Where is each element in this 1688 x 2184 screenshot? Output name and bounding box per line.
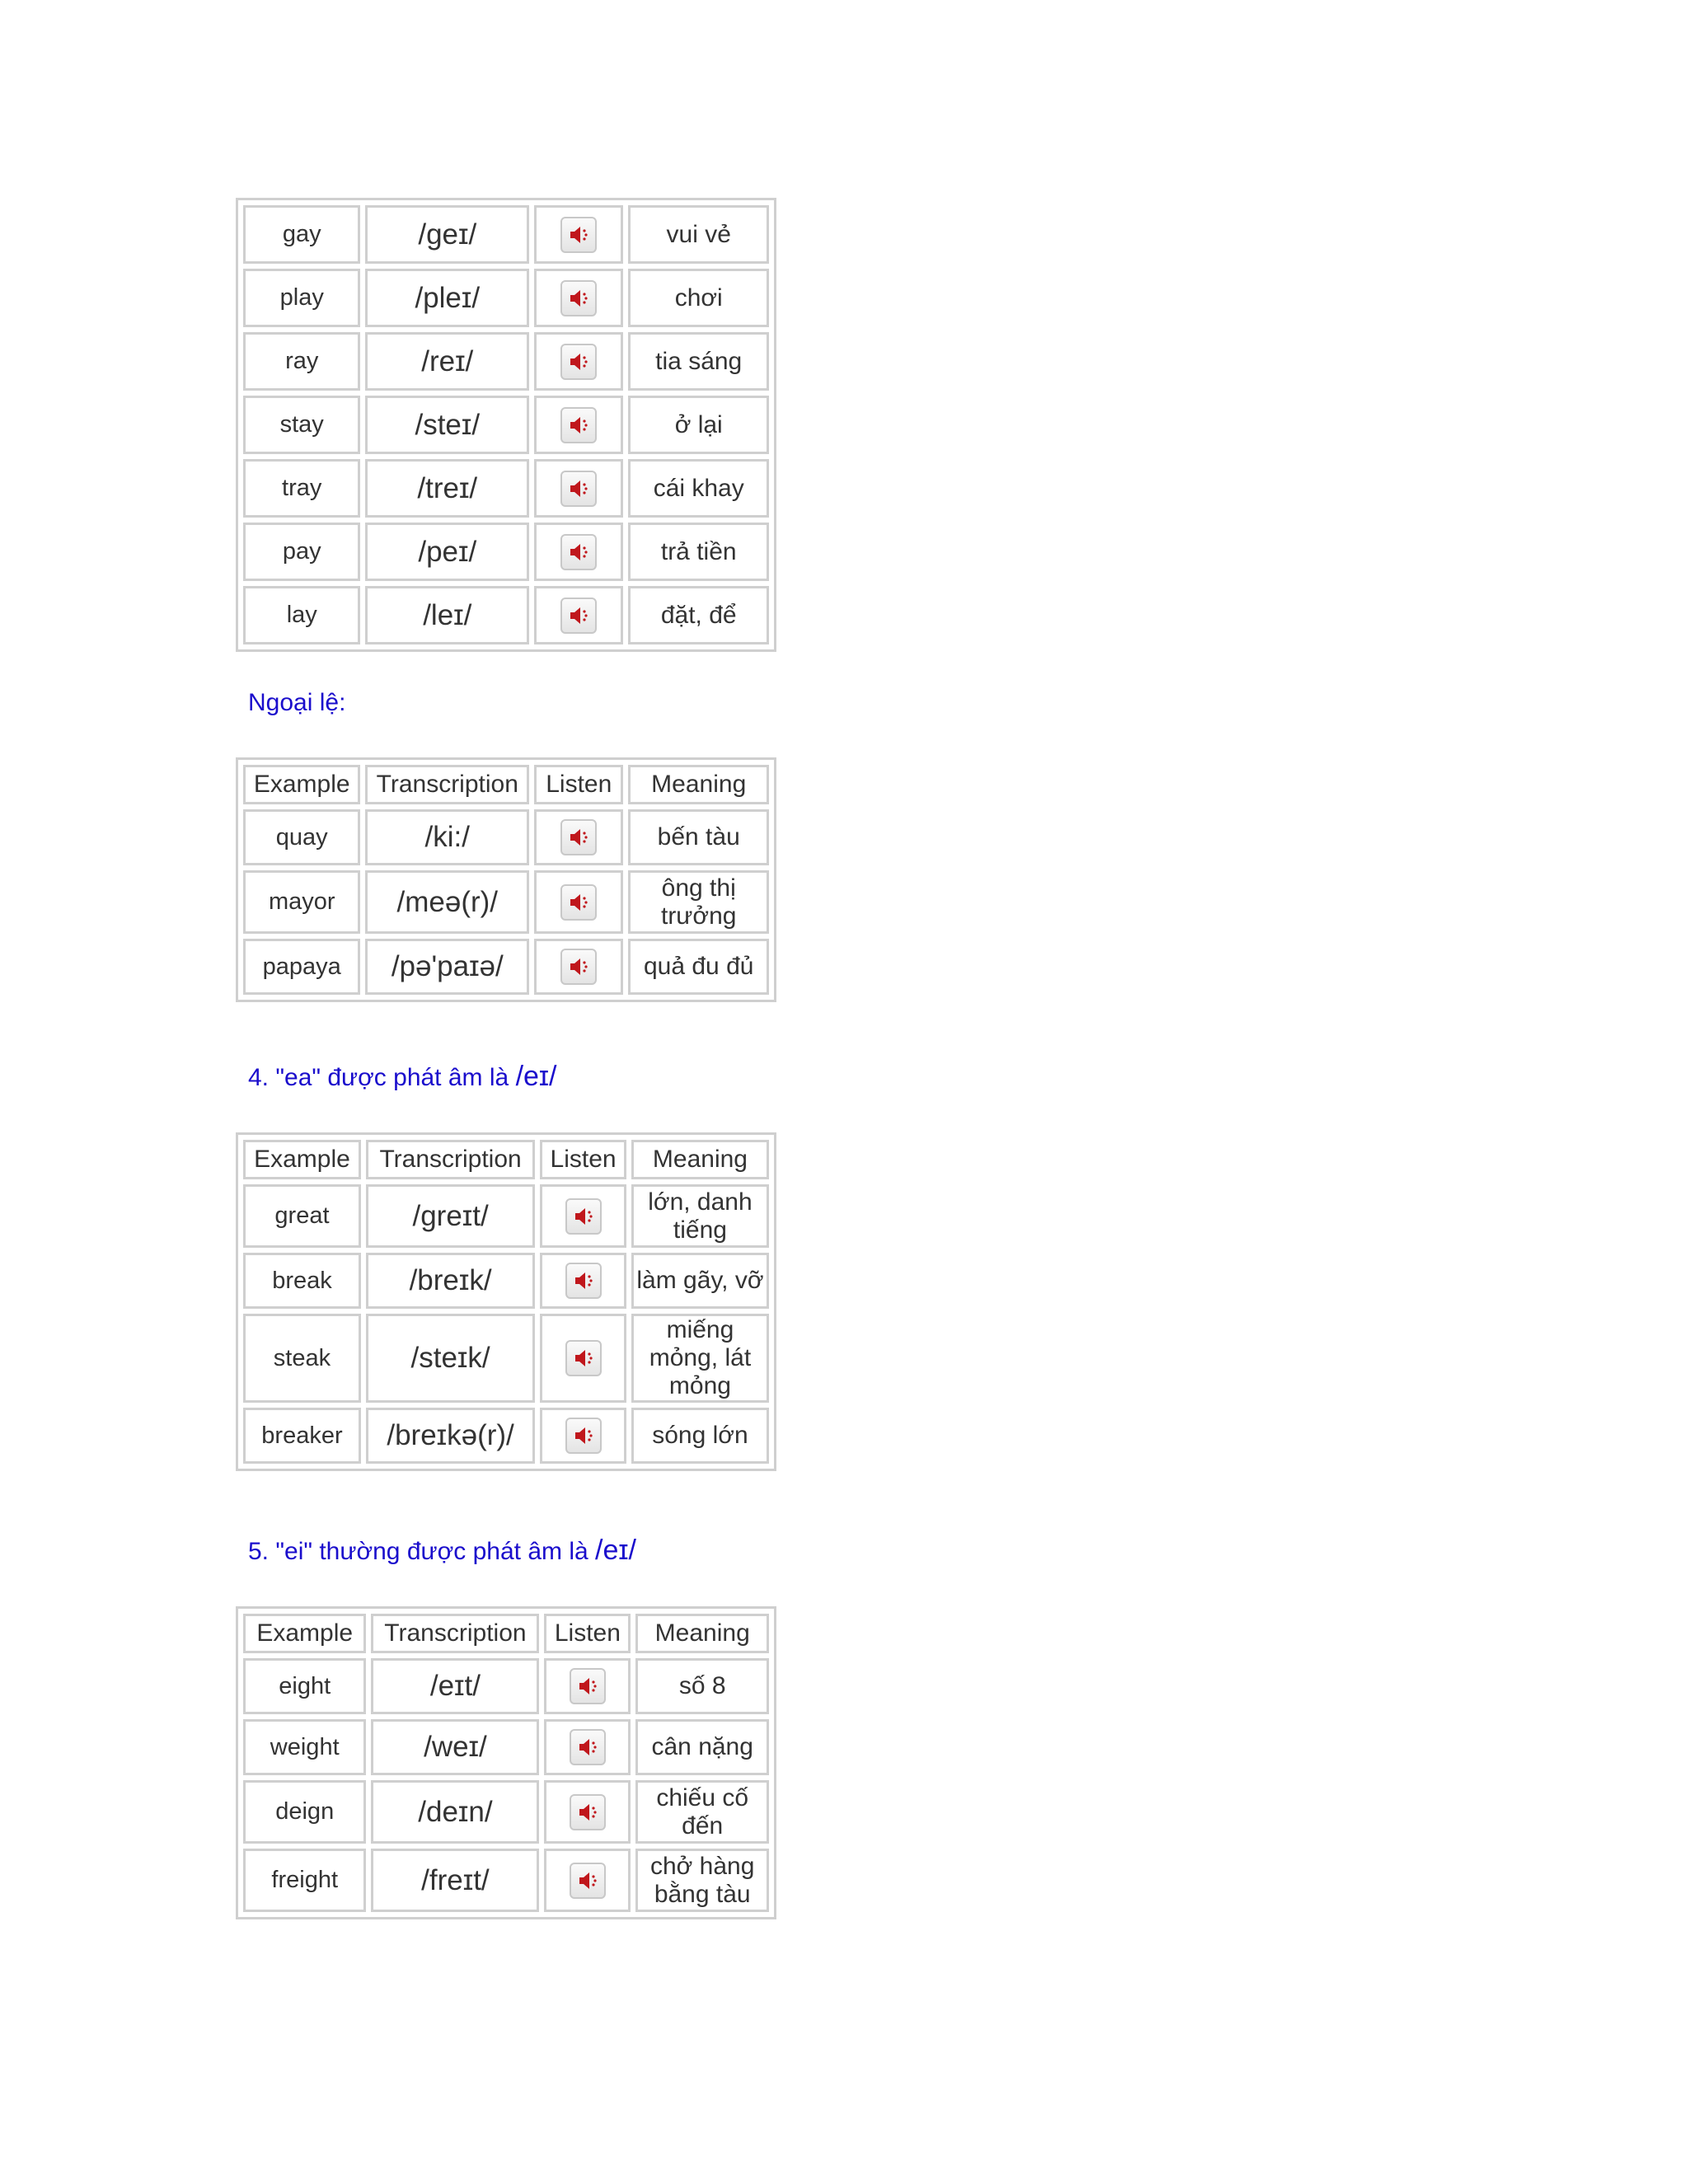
listen-cell [534,809,623,865]
header-row [243,1614,769,1653]
speaker-icon[interactable] [560,471,597,507]
transcription: /pleɪ/ [365,269,529,327]
table-row [243,1719,769,1775]
column-header-listen: Listen [544,1614,631,1653]
example-word: stay [243,396,360,454]
example-word: tray [243,459,360,518]
speaker-icon[interactable] [560,819,597,855]
meaning: đặt, để [628,586,769,644]
table-row [243,809,769,865]
speaker-icon[interactable] [560,884,597,921]
transcription: /steɪ/ [365,396,529,454]
exceptions-heading-text: Ngoại lệ: [248,689,346,716]
table-row [243,1849,769,1912]
column-header-transcription: Transcription [366,1140,535,1179]
listen-cell [534,459,623,518]
listen-cell [534,870,623,934]
transcription: /breɪk/ [366,1253,535,1309]
transcription: /pə'paɪə/ [365,939,529,995]
speaker-icon[interactable] [570,1863,606,1899]
section-5-heading [248,1535,636,1567]
table-row [243,1314,769,1403]
meaning: trả tiền [628,523,769,581]
column-header-example: Example [243,765,360,804]
table-row [243,523,769,581]
example-word: deign [243,1780,366,1844]
section-5-heading-ipa: /eɪ/ [595,1535,636,1566]
table-head [243,765,769,804]
listen-cell [534,269,623,327]
meaning: chơi [628,269,769,327]
speaker-icon[interactable] [565,1263,602,1299]
column-header-meaning: Meaning [631,1140,769,1179]
listen-cell [540,1253,626,1309]
vocab-table-ay [236,198,776,652]
meaning: tia sáng [628,332,769,391]
transcription: /reɪ/ [365,332,529,391]
table-row [243,1658,769,1714]
speaker-icon[interactable] [570,1729,606,1765]
meaning: chở hàng bằng tàu [635,1849,769,1912]
table-row [243,332,769,391]
example-word: break [243,1253,361,1309]
example-word: eight [243,1658,366,1714]
speaker-icon[interactable] [560,407,597,443]
meaning: số 8 [635,1658,769,1714]
column-header-meaning: Meaning [628,765,769,804]
table-body [243,205,769,644]
table-body [243,1184,769,1464]
column-header-example: Example [243,1140,361,1179]
listen-cell [534,396,623,454]
table-row [243,1780,769,1844]
table-row [243,269,769,327]
speaker-icon[interactable] [560,534,597,570]
example-word: breaker [243,1408,361,1464]
speaker-icon[interactable] [570,1794,606,1830]
example-word: lay [243,586,360,644]
header-row [243,765,769,804]
column-header-transcription: Transcription [365,765,529,804]
meaning: làm gãy, vỡ [631,1253,769,1309]
speaker-icon[interactable] [570,1668,606,1704]
listen-cell [540,1408,626,1464]
transcription: /peɪ/ [365,523,529,581]
speaker-icon[interactable] [560,217,597,253]
table-row [243,1408,769,1464]
example-word: quay [243,809,360,865]
meaning: miếng mỏng, lát mỏng [631,1314,769,1403]
listen-cell [540,1184,626,1248]
table-body [243,809,769,995]
exceptions-heading [248,689,345,717]
meaning: sóng lớn [631,1408,769,1464]
column-header-meaning: Meaning [635,1614,769,1653]
table-head [243,1140,769,1179]
transcription: /greɪt/ [366,1184,535,1248]
listen-cell [534,205,623,264]
example-word: steak [243,1314,361,1403]
listen-cell [540,1314,626,1403]
example-word: freight [243,1849,366,1912]
transcription: /weɪ/ [371,1719,539,1775]
example-word: great [243,1184,361,1248]
transcription: /treɪ/ [365,459,529,518]
table-row [243,205,769,264]
table-row [243,1184,769,1248]
listen-cell [544,1719,631,1775]
transcription: /breɪkə(r)/ [366,1408,535,1464]
table-row [243,459,769,518]
section-4-heading [248,1061,556,1093]
speaker-icon[interactable] [565,1340,602,1376]
table-row [243,870,769,934]
column-header-listen: Listen [540,1140,626,1179]
listen-cell [534,332,623,391]
transcription: /leɪ/ [365,586,529,644]
meaning: ông thị trưởng [628,870,769,934]
speaker-icon[interactable] [560,949,597,985]
meaning: ở lại [628,396,769,454]
vocab-table-ei [236,1606,776,1919]
speaker-icon[interactable] [560,280,597,316]
transcription: /eɪt/ [371,1658,539,1714]
speaker-icon[interactable] [560,344,597,380]
transcription: /deɪn/ [371,1780,539,1844]
speaker-icon[interactable] [565,1198,602,1235]
example-word: play [243,269,360,327]
table-row [243,396,769,454]
section-5-heading-text: 5. "ei" thường được phát âm là [248,1538,596,1565]
table-head [243,1614,769,1653]
table-row [243,586,769,644]
vocab-table-exceptions [236,757,776,1002]
table-row [243,1253,769,1309]
meaning: bến tàu [628,809,769,865]
example-word: gay [243,205,360,264]
listen-cell [534,939,623,995]
meaning: cân nặng [635,1719,769,1775]
listen-cell [534,586,623,644]
section-4-heading-text: 4. "ea" được phát âm là [248,1064,516,1091]
example-word: ray [243,332,360,391]
section-4-heading-ipa: /eɪ/ [515,1061,557,1092]
meaning: cái khay [628,459,769,518]
table-body [243,1658,769,1912]
speaker-icon[interactable] [560,598,597,634]
transcription: /steɪk/ [366,1314,535,1403]
example-word: weight [243,1719,366,1775]
column-header-transcription: Transcription [371,1614,539,1653]
listen-cell [534,523,623,581]
meaning: chiếu cố đến [635,1780,769,1844]
example-word: mayor [243,870,360,934]
transcription: /freɪt/ [371,1849,539,1912]
speaker-icon[interactable] [565,1418,602,1454]
transcription: /meə(r)/ [365,870,529,934]
transcription: /ki:/ [365,809,529,865]
transcription: /geɪ/ [365,205,529,264]
example-word: papaya [243,939,360,995]
header-row [243,1140,769,1179]
example-word: pay [243,523,360,581]
table-row [243,939,769,995]
listen-cell [544,1658,631,1714]
column-header-example: Example [243,1614,366,1653]
meaning: lớn, danh tiếng [631,1184,769,1248]
column-header-listen: Listen [534,765,623,804]
meaning: quả đu đủ [628,939,769,995]
vocab-table-ea [236,1132,776,1471]
listen-cell [544,1849,631,1912]
listen-cell [544,1780,631,1844]
meaning: vui vẻ [628,205,769,264]
